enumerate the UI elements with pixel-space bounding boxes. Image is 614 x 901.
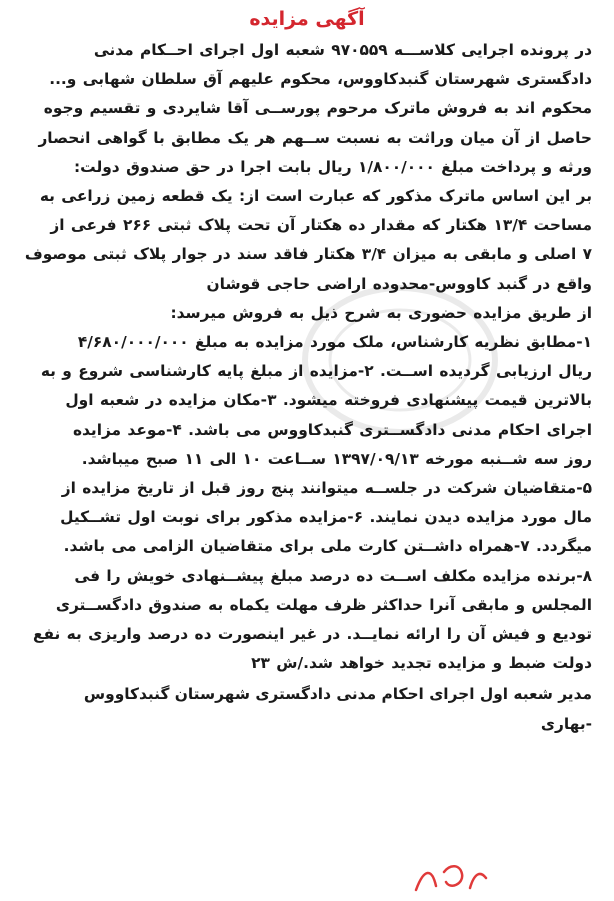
body-line: محکوم اند به فروش ماترک مرحوم پورســی آقا شایردی و تقسیم وجوه: [43, 99, 592, 118]
body-line: تودیع و فیش آن را ارائه نمایــد. در غیر اینصورت ده درصد واریزی به نفع: [32, 625, 592, 644]
signature-block: [22, 680, 592, 738]
notice-body: [22, 36, 592, 678]
body-line: المجلس و مابقی آنرا حداکثر ظرف مهلت یکماه به صندوق دادگســتری: [55, 595, 592, 614]
body-line: ۵-متقاضیان شرکت در جلســه میتوانند پنج روز قبل از تاریخ مزایده از: [61, 479, 592, 498]
body-line: میگردد. ۷-همراه داشــتن کارت ملی برای متقاضیان الزامی می باشد.: [63, 537, 592, 556]
body-line: ریال ارزیابی گردیده اســت. ۲-مزایده از مبلغ پایه کارشناسی شروع و به: [40, 362, 592, 381]
body-line: بالاترین قیمت پیشنهادی فروخته میشود. ۳-مکان مزایده در شعبه اول: [65, 391, 592, 410]
body-line: مال مورد مزایده دیدن نمایند. ۶-مزایده مذکور برای نوبت اول تشــکیل: [60, 508, 592, 527]
body-line: روز سه شــنبه مورخه ۱۳۹۷/۰۹/۱۳ ســاعت ۱۰ الی ۱۱ صبح میباشد.: [81, 449, 592, 468]
signature-title: مدیر شعبه اول اجرای احکام مدنی دادگستری شهرستان گنبدکاووس: [83, 685, 592, 704]
body-line: دولت ضبط و مزایده تجدید خواهد شد./ش ۲۳: [251, 654, 592, 673]
body-line: در پرونده اجرایی کلاســـه ۹۷۰۵۵۹ شعبه اول اجرای احــکام مدنی: [93, 41, 592, 59]
body-line: دادگستری شهرستان گنبدکاووس، محکوم علیهم آق سلطان شهابی و...: [49, 70, 592, 89]
signature-name: -بهاری: [540, 714, 592, 733]
body-line: ۱-مطابق نظریه کارشناس، ملک مورد مزایده به مبلغ ۴/۶۸۰/۰۰۰/۰۰۰: [77, 333, 592, 352]
body-line: از طریق مزایده حضوری به شرح ذیل به فروش میرسد:: [170, 303, 592, 322]
body-line: اجرای احکام مدنی دادگســتری گنبدکاووس می باشد. ۴-موعد مزایده: [72, 420, 592, 439]
body-line: ۷ اصلی و مابقی به میزان ۳/۴ هکتار فاقد سند در جوار پلاک ثبتی موصوف: [24, 245, 592, 264]
body-line: بر این اساس ماترک مذکور که عبارت است از: یک قطعه زمین زراعی به: [39, 187, 592, 206]
handwritten-mark-icon: [410, 860, 490, 896]
body-line: ۸-برنده مزایده مکلف اســت ده درصد مبلغ پیشــنهادی خویش را فی: [74, 566, 592, 585]
body-line: ورثه و پرداخت مبلغ ۱/۸۰۰/۰۰۰ ریال بابت اجرا در حق صندوق دولت:: [74, 157, 592, 176]
body-line: مساحت ۱۳/۴ هکتار که مقدار ده هکتار آن تحت پلاک ثبتی ۲۶۶ فرعی از: [50, 216, 592, 235]
body-line: واقع در گنبد کاووس-محدوده اراضی حاجی قوشان: [206, 274, 592, 293]
notice-title: آگهی مزایده: [249, 8, 365, 30]
body-line: حاصل از آن میان وراثت به نسبت ســهم هر یک مطابق با گواهی انحصار: [38, 128, 592, 147]
